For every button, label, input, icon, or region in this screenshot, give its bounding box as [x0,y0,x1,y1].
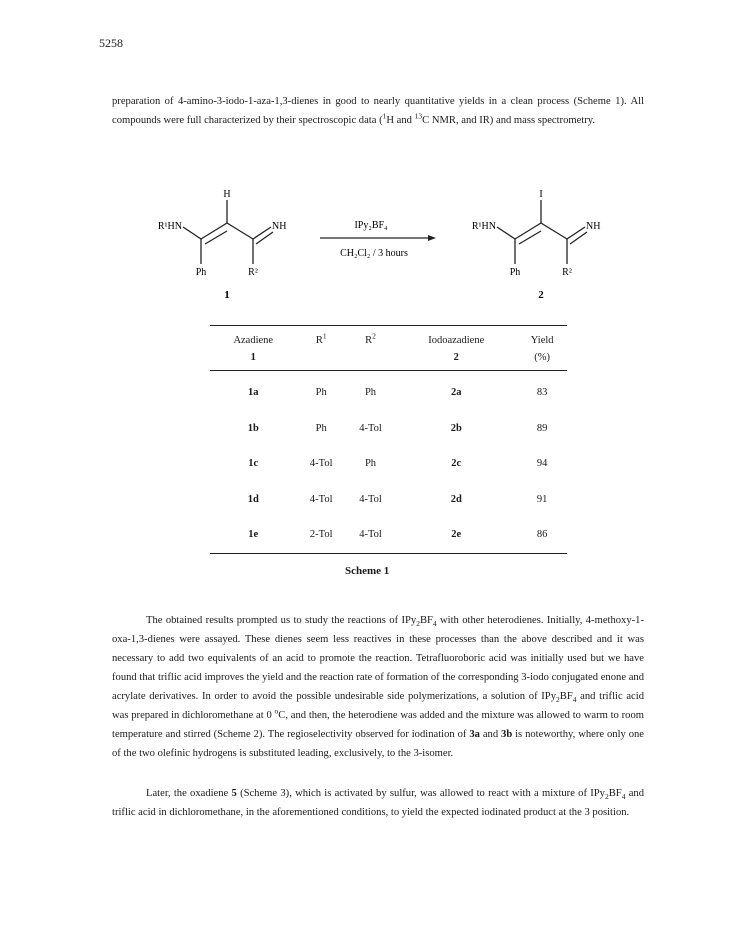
text: C, and then, the heterodiene was added and the mixture was allowed to warm to room temperature and stirred (Scheme 2). The regioselectivity observed for iodination of [112,710,644,740]
intro-line-1: preparation of 4-amino-3-iodo-1-aza-1,3-dienes in good to nearly quantitative yields in a clean process (Scheme [112,96,611,107]
bond [201,223,227,239]
cell-azadiene: 1d [247,493,259,505]
reagent-label: IPy₂BF₄ [354,220,388,231]
bond [570,232,587,244]
bond [205,231,227,244]
cell-r1: Ph [315,387,327,399]
table-row [210,446,567,482]
bond [541,223,567,239]
cell-azadiene: 1e [248,529,259,541]
subscript: 4 [432,619,437,629]
cell-iodoazadiene: 2e [451,529,462,541]
bond [227,223,253,239]
sup-1h: 1 [382,111,387,121]
bond [567,227,585,239]
header-r1 [297,326,346,349]
text: and triflic acid in dichloromethane, in the aforementioned conditions, to yield the expected iodinated product at the 3 position. [112,788,644,818]
sup-13c: 13 [414,111,423,121]
text: The obtained results prompted us to study the reactions of IPy [146,615,417,626]
cell-r1: 4-Tol [309,458,333,470]
cell-r2: 4-Tol [359,529,382,541]
header-iodo-num-text: 2 [453,352,459,363]
text: BF [608,788,622,799]
header-empty [346,348,395,371]
bond [497,227,515,239]
bond [183,227,201,239]
header-azadiene: Azadiene [233,335,274,346]
header-azadiene-num [210,348,297,371]
text: and triflic acid was prepared in dichloromethane at 0 [112,691,644,721]
product-top-substituent: I [539,189,543,200]
cell-iodoazadiene: 2b [450,422,462,434]
reactant-ph-label: Ph [195,267,207,278]
degree-sign: o [274,706,279,716]
text: (Scheme 3), which is activated by sulfur, was allowed to react with a mixture of IPy [236,788,605,799]
cell-iodoazadiene: 2a [451,387,462,399]
cell-yield: 86 [536,529,548,541]
product-number: 2 [538,289,544,301]
bond [256,232,273,244]
product-r2-label: R² [562,267,572,278]
product-amine-label: R¹HN [471,221,496,232]
reactant-r2-label: R² [248,267,258,278]
header-empty [297,348,346,371]
text: with other heterodienes. Initially, 4-methoxy-1-oxa-1,3-dienes were assayed. These dienes seem less reactives in these processes than the above described and it was necessary to add two equivalents of an acid to promote the reaction. Tetrafluoroboric acid was initially used but we have found that triflic acid improves the yield and the reaction rate of formation of the corresponding 3-iodo conjugated enone and acrylate derivatives. In order to avoid the possible undesirable side polymerizations, a solution of IPy [112,615,645,702]
compound-ref: 3a [469,729,480,740]
subscript: 2 [556,695,560,705]
product-imine-label: NH [586,221,601,232]
compound-ref: 3b [501,729,513,740]
scheme-caption: Scheme 1 [345,565,390,577]
cell-r2: 4-Tol [359,422,382,434]
intro-line-2b: H and [386,115,415,126]
subscript: 4 [621,792,626,802]
cell-iodoazadiene: 2d [450,493,462,505]
product-ph-label: Ph [509,267,521,278]
intro-line-3: spectrometry. [537,115,596,126]
intro-line-2a: 1). All compounds were full characterized by their spectroscopic data ( [112,96,645,126]
cell-r1: 4-Tol [309,493,333,505]
cell-r1: 2-Tol [309,529,333,541]
conditions-label: CH₂Cl₂ / 3 hours [340,248,408,259]
cell-r2: Ph [364,387,377,399]
reactant-top-substituent: H [223,189,231,200]
subscript: 4 [572,695,577,705]
cell-yield: 89 [536,422,548,434]
paragraph-3 [112,784,644,822]
header-r2 [346,326,395,349]
cell-r2: Ph [364,458,377,470]
text: Later, the oxadiene [146,788,232,799]
product-structure [497,200,587,264]
cell-r1: Ph [315,422,327,434]
text: is noteworthy, where only one of the two olefinic hydrogens is substituted leading, exclusively, to the 3-isomer. [112,729,644,759]
header-r1-sup: 1 [322,331,327,341]
reactant-structure [183,200,273,264]
cell-yield: 83 [536,387,548,399]
subscript: 2 [604,792,609,802]
reactant-amine-label: R¹HN [157,221,182,232]
reactant-imine-label: NH [272,221,287,232]
bond [253,227,271,239]
table-row [210,482,567,518]
reaction-scheme [0,0,740,310]
cell-yield: 91 [536,493,548,505]
text: BF [559,691,573,702]
results-table [210,325,567,554]
table-row [210,371,567,411]
header-yield: Yield [530,335,554,346]
header-yield-unit: (%) [534,352,551,363]
cell-azadiene: 1a [248,387,259,399]
header-r2-sup: 2 [372,331,376,341]
intro-line-2c: C NMR, and IR) and mass [422,115,536,126]
page-number: 5258 [99,36,123,50]
cell-iodoazadiene: 2c [451,458,462,470]
header-r2-text: R [365,335,373,346]
header-iodo-num [395,348,517,371]
header-r1-text: R [315,335,323,346]
table-row [210,411,567,447]
cell-azadiene: 1c [248,458,259,470]
header-iodoazadiene: Iodoazadiene [428,335,485,346]
text: BF [419,615,433,626]
compound-ref: 5 [231,788,237,799]
paragraph-2 [112,611,644,763]
header-azadiene-num-text: 1 [250,352,256,363]
subscript: 2 [416,619,420,629]
cell-r2: 4-Tol [359,493,382,505]
reactant-number: 1 [224,289,230,301]
arrow-head-icon [428,235,436,241]
cell-azadiene: 1b [247,422,259,434]
bond [519,231,541,244]
text: and [479,729,502,740]
bond [515,223,541,239]
table-row [210,517,567,553]
cell-yield: 94 [536,458,548,470]
